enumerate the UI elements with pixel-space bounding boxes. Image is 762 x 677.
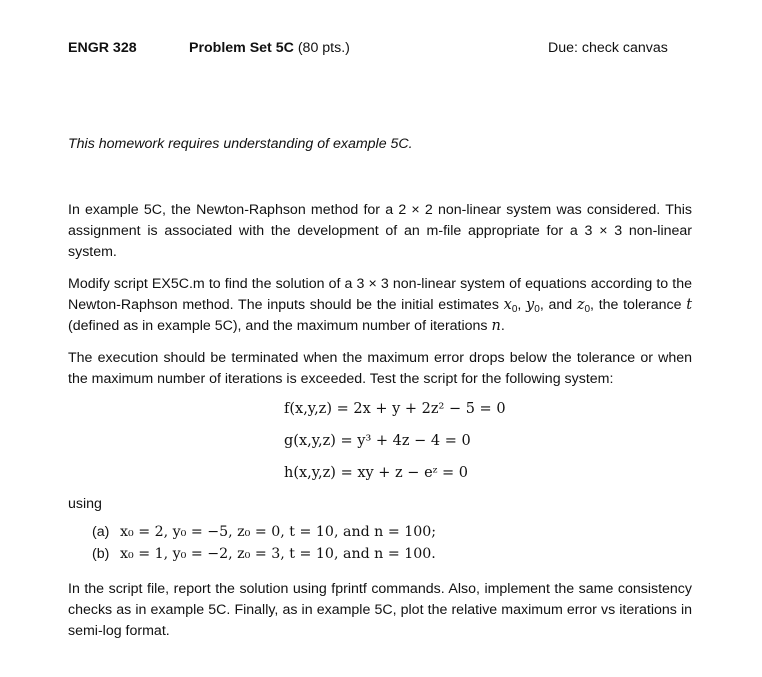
case-a-values: x₀ = 2, y₀ = −5, z₀ = 0, t = 10, and n = 100; [120,524,437,540]
intro-note: This homework requires understanding of example 5C. [68,136,413,152]
points: (80 pts.) [297,40,350,56]
paragraph-task: Modify script EX5C.m to find the solution of a 3 × 3 non-linear system of equations according to the Newton-Raphson method. The inputs should be the initial estimates $x_0$, $y_0$, and $z_0$, the tolerance t (defined as in example 5C), and the maximum number of iterations n. [68,276,693,335]
task-text-3: , the tolerance [590,297,687,314]
task-text-5: . [500,318,505,335]
paragraph-background: In example 5C, the Newton-Raphson method for a 2 × 2 non-linear system was considered. This assignment is associated with the development of an m-file appropriate for a 3 × 3 non-linear system. [68,202,692,261]
task-text-1: Modify script EX5C.m to find the solution of a 3 × 3 non-linear system of equations according to the Newton-Raphson method. The inputs should be the initial estimates [68,276,692,314]
problem-set-name: Problem Set 5C [189,40,294,56]
case-a [92,524,436,540]
case-b-label: (b) [92,546,110,562]
equation-g: g(x,y,z) = y³ + 4z − 4 = 0 [284,433,471,449]
problem-set-title [189,40,350,56]
due-date: Due: check canvas [548,40,668,56]
case-a-label: (a) [92,524,110,540]
paragraph-termination: The execution should be terminated when the maximum error drops below the tolerance or when the maximum number of iterations is exceeded. Test the script for the following system: [68,350,692,388]
course-code: ENGR 328 [68,40,137,56]
case-b-values: x₀ = 1, y₀ = −2, z₀ = 3, t = 10, and n = 100. [120,546,436,562]
using-label: using [68,496,102,512]
equation-f: f(x,y,z) = 2x + y + 2z² − 5 = 0 [284,401,506,417]
paragraph-reporting: In the script file, report the solution using fprintf commands. Also, implement the same consistency checks as in example 5C. Finally, as in example 5C, plot the relative maximum error vs iterations in semi-log format. [68,581,692,640]
task-text-2: , and [539,297,577,314]
case-b [92,546,436,562]
task-text-4: (defined as in example 5C), and the maximum number of iterations [68,318,492,335]
equation-h: h(x,y,z) = xy + z − eᶻ = 0 [284,465,469,481]
